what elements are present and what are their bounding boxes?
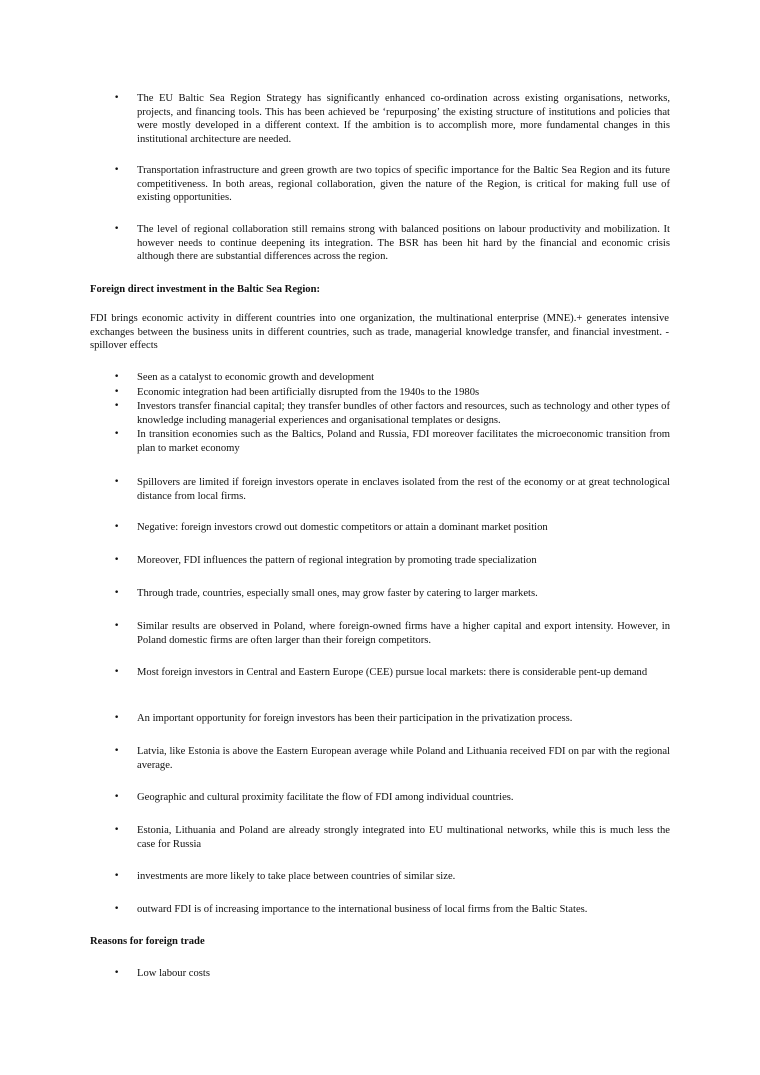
list-item-text: The level of regional collaboration still remains strong with balanced positions on labour productivity and mobilization. It however needs to continue deepening its integration. The BSR has been hit hard by the financial and economic crisis although there are substantial differences across the region. — [137, 224, 670, 263]
list-item — [90, 745, 670, 772]
intro-bullet-list — [90, 92, 670, 146]
list-item — [90, 712, 670, 726]
list-item — [90, 666, 670, 680]
fdi-bullet-list — [90, 870, 670, 884]
bullet-icon: • — [114, 746, 120, 756]
fdi-bullet-list — [90, 712, 670, 726]
list-item-text: Estonia, Lithuania and Poland are already strongly integrated into EU multinational networks, while this is much less the case for Russia — [137, 825, 670, 850]
list-item-text: The EU Baltic Sea Region Strategy has significantly enhanced co-ordination across existing organisations, networks, projects, and financing tools. This has been achieved be ‘repurposing’ the existing structure of institutions and policies that were mostly developed in a different context. If the ambition is to accomplish more, more fundamental changes in this institutional architecture are needed. — [137, 93, 670, 145]
section-heading-fdi: Foreign direct investment in the Baltic Sea Region: — [90, 284, 320, 295]
section-heading-trade: Reasons for foreign trade — [90, 936, 205, 947]
fdi-bullet-list — [90, 791, 670, 805]
list-item — [90, 554, 670, 568]
list-item — [90, 164, 670, 205]
list-item-text: Investors transfer financial capital; they transfer bundles of other factors and resources, such as technology and other types of knowledge including managerial experiences and organisational templates or designs. — [137, 401, 670, 426]
list-item — [90, 791, 670, 805]
bullet-icon: • — [114, 401, 120, 412]
list-item-text: Similar results are observed in Poland, where foreign-owned firms have a higher capital and export intensity. However, in Poland domestic firms are often larger than their foreign competitors. — [137, 621, 670, 646]
list-item — [90, 371, 670, 385]
list-item-text: Moreover, FDI influences the pattern of regional integration by promoting trade specialization — [137, 555, 537, 566]
fdi-tight-bullet-list — [90, 371, 670, 457]
list-item — [90, 620, 670, 647]
list-item-text: In transition economies such as the Baltics, Poland and Russia, FDI moreover facilitates the microeconomic transition from plan to market economy — [137, 429, 670, 454]
bullet-icon: • — [114, 429, 120, 440]
list-item-text: Spillovers are limited if foreign investors operate in enclaves isolated from the rest of the economy or at great technological distance from local firms. — [137, 477, 670, 502]
list-item — [90, 870, 670, 884]
list-item — [90, 400, 670, 427]
list-item-text: investments are more likely to take place between countries of similar size. — [137, 871, 456, 882]
list-item-text: outward FDI is of increasing importance to the international business of local firms from the Baltic States. — [137, 904, 588, 915]
list-item — [90, 386, 670, 400]
list-item — [90, 476, 670, 503]
fdi-paragraph: FDI brings economic activity in different countries into one organization, the multinational enterprise (MNE).+ generates intensive exchanges between the business units in different countries, such as trade, managerial knowledge transfer, and financial investment. - spillover effects — [90, 313, 669, 352]
list-item-text: Through trade, countries, especially small ones, may grow faster by catering to larger markets. — [137, 588, 538, 599]
fdi-bullet-list — [90, 666, 670, 680]
bullet-icon: • — [114, 667, 120, 677]
bullet-icon: • — [114, 522, 120, 532]
list-item-text: Negative: foreign investors crowd out domestic competitors or attain a dominant market position — [137, 522, 548, 533]
bullet-icon: • — [114, 477, 120, 487]
list-item — [90, 428, 670, 455]
list-item — [90, 521, 670, 535]
fdi-bullet-list — [90, 903, 670, 917]
list-item — [90, 967, 670, 981]
bullet-icon: • — [114, 224, 120, 234]
bullet-icon: • — [114, 713, 120, 723]
intro-bullet-list — [90, 223, 670, 264]
bullet-icon: • — [114, 555, 120, 565]
bullet-icon: • — [114, 792, 120, 802]
fdi-bullet-list — [90, 587, 670, 601]
bullet-icon: • — [114, 386, 120, 397]
list-item — [90, 92, 670, 146]
fdi-bullet-list — [90, 745, 670, 772]
intro-bullet-list — [90, 164, 670, 205]
list-item-text: Economic integration had been artificially disrupted from the 1940s to the 1980s — [137, 386, 480, 398]
fdi-bullet-list — [90, 620, 670, 647]
list-item — [90, 824, 670, 851]
list-item-text: Geographic and cultural proximity facilitate the flow of FDI among individual countries. — [137, 792, 514, 803]
list-item-text: Most foreign investors in Central and Eastern Europe (CEE) pursue local markets: there is considerable pent-up demand — [137, 667, 648, 678]
bullet-icon: • — [114, 825, 120, 835]
fdi-bullet-list — [90, 476, 670, 503]
list-item-text: Latvia, like Estonia is above the Eastern European average while Poland and Lithuania received FDI on par with the regional average. — [137, 746, 670, 771]
fdi-bullet-list — [90, 554, 670, 568]
bullet-icon: • — [114, 904, 120, 914]
list-item — [90, 587, 670, 601]
list-item-text: An important opportunity for foreign investors has been their participation in the privatization process. — [137, 713, 573, 724]
fdi-bullet-list — [90, 521, 670, 535]
bullet-icon: • — [114, 588, 120, 598]
list-item — [90, 903, 670, 917]
list-item-text: Seen as a catalyst to economic growth and development — [137, 372, 375, 383]
fdi-bullet-list — [90, 824, 670, 851]
bullet-icon: • — [114, 871, 120, 881]
bullet-icon: • — [114, 93, 120, 103]
trade-bullet-list — [90, 967, 670, 981]
list-item-text: Low labour costs — [137, 968, 210, 979]
list-item — [90, 223, 670, 264]
bullet-icon: • — [114, 621, 120, 631]
bullet-icon: • — [114, 165, 120, 175]
bullet-icon: • — [114, 372, 120, 382]
list-item-text: Transportation infrastructure and green growth are two topics of specific importance for the Baltic Sea Region and its future competitiveness. In both areas, regional collaboration, given the nature of the Region, is critical for making full use of existing opportunities. — [137, 165, 670, 204]
bullet-icon: • — [114, 968, 120, 978]
